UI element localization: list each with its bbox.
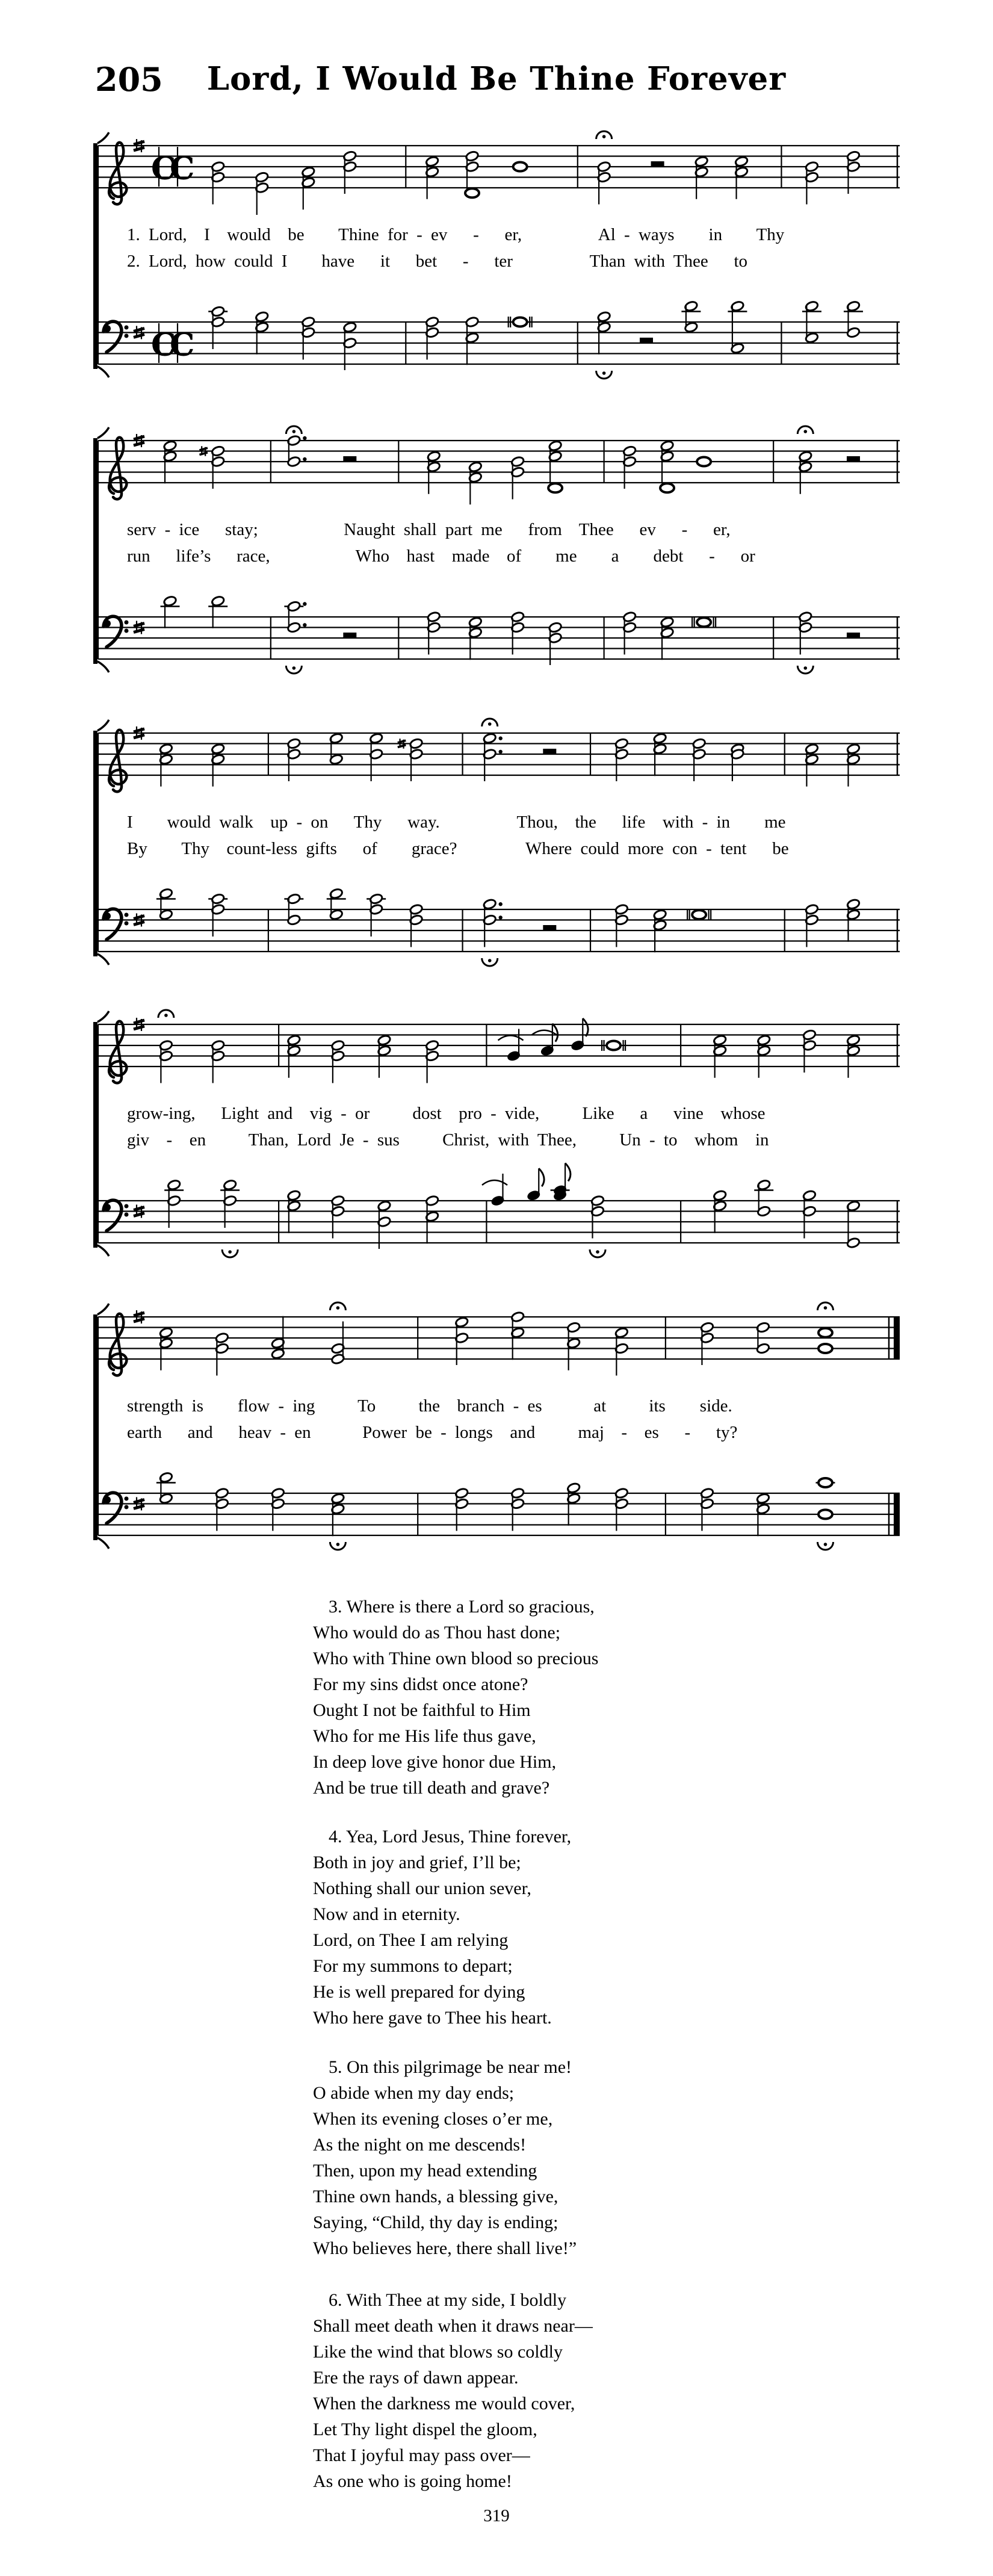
- fermata-icon: [590, 1249, 605, 1257]
- verse-line: And be true till death and grave?: [313, 1778, 550, 1798]
- whole-note: [465, 188, 479, 197]
- system-bracket: [93, 1304, 109, 1549]
- verse-line: Let Thy light dispel the gloom,: [313, 2420, 537, 2439]
- staff-lines: [98, 617, 900, 659]
- fermata-icon: [330, 1542, 345, 1550]
- verse-line: Thine own hands, a blessing give,: [313, 2187, 558, 2206]
- verse-line: Shall meet death when it draws near—: [313, 2316, 593, 2336]
- chord-half-notes: [425, 1195, 439, 1243]
- lyric-line: I would walk up - on Thy way. Thou, the life with - in me: [127, 813, 786, 832]
- bass-clef-icon: [104, 909, 129, 940]
- whole-note: [815, 1478, 835, 1519]
- svg-text:C: C: [151, 327, 176, 364]
- verse-line: Who with Thine own blood so precious: [313, 1649, 599, 1668]
- half-rest: [651, 161, 664, 167]
- bass-clef-icon: [104, 321, 129, 352]
- whole-note: [697, 457, 711, 466]
- fermata-icon: [817, 1542, 833, 1550]
- lyric-line: giv - en Than, Lord Je - sus Christ, with Thee, Un - to whom in: [127, 1130, 769, 1150]
- verse-line: That I joyful may pass over—: [313, 2445, 530, 2465]
- fermata-icon: [596, 131, 612, 139]
- verse-line: Lord, on Thee I am relying: [313, 1930, 509, 1950]
- staff-lines: [98, 733, 900, 775]
- svg-text:C: C: [170, 327, 195, 364]
- hymn-title: Lord, I Would Be Thine Forever: [206, 60, 787, 98]
- page-number: 319: [483, 2506, 510, 2525]
- system-bracket: [93, 1011, 109, 1256]
- chord-half-notes: [614, 1327, 628, 1376]
- chord-half-notes: [681, 300, 701, 333]
- verse: [313, 1824, 770, 2031]
- fermata-icon: [286, 426, 302, 434]
- verse: [313, 1594, 770, 1801]
- verse-line: 4. Yea, Lord Jesus, Thine forever,: [329, 1827, 572, 1847]
- half-rest: [640, 338, 653, 343]
- fermata-icon: [330, 1302, 345, 1310]
- verse-line: 5. On this pilgrimage be near me!: [329, 2057, 572, 2077]
- lyric-line: 1. Lord, I would be Thine for - ev - er, Al - ways in Thy: [127, 225, 785, 244]
- verse-line: 3. Where is there a Lord so gracious,: [329, 1597, 595, 1617]
- verse-line: For my sins didst once atone?: [313, 1674, 528, 1694]
- chord-half-notes: [329, 732, 343, 765]
- half-rest: [543, 925, 556, 930]
- staff-lines: [98, 909, 900, 952]
- chord-half-notes: [156, 1472, 176, 1504]
- verse-line: As the night on me descends!: [313, 2135, 527, 2155]
- fermata-icon: [482, 958, 498, 966]
- chord-half-notes: [455, 1316, 469, 1365]
- double-whole-note: [687, 909, 711, 920]
- verse-line: As one who is going home!: [313, 2471, 512, 2491]
- fermata-icon: [286, 666, 302, 673]
- treble-clef-icon: [109, 1021, 126, 1083]
- music-system: [93, 415, 900, 704]
- bass-clef-icon: [104, 1200, 129, 1231]
- fermata-icon: [797, 426, 813, 434]
- verse-line: Who for me His life thus gave,: [313, 1726, 536, 1746]
- bass-clef-icon: [104, 1493, 129, 1523]
- chord-half-notes: [597, 161, 611, 204]
- verse-line: Both in joy and grief, I’ll be;: [313, 1853, 521, 1872]
- chord-half-notes: [802, 1190, 816, 1239]
- chord-half-notes: [511, 1311, 525, 1360]
- fermata-icon: [222, 1249, 238, 1257]
- verse-line: O abide when my day ends;: [313, 2083, 515, 2103]
- chord-half-notes: [805, 161, 818, 204]
- lyric-line: By Thy count-less gifts of grace? Where could more con - tent be: [127, 839, 789, 858]
- chord-half-notes: [159, 1039, 173, 1083]
- verse-line: Nothing shall our union sever,: [313, 1878, 531, 1898]
- half-rest: [343, 456, 356, 462]
- chord-filled-notes: [527, 1168, 544, 1201]
- staff-lines: [98, 1493, 900, 1535]
- chord-half-notes: [255, 172, 269, 215]
- chord-filled-notes: [551, 1163, 571, 1201]
- chord-filled-notes: [482, 1174, 507, 1207]
- chord-half-notes: [215, 1332, 229, 1375]
- bass-clef-icon: [104, 616, 129, 647]
- verse-line: Who here gave to Thee his heart.: [313, 2008, 552, 2028]
- half-rest: [847, 633, 860, 638]
- verse-line: Then, upon my head extending: [313, 2161, 537, 2181]
- verse-line: In deep love give honor due Him,: [313, 1752, 557, 1772]
- chord-half-notes: [846, 1200, 860, 1248]
- verse-line: Who would do as Thou hast done;: [313, 1623, 561, 1643]
- chord-half-notes: [211, 161, 225, 204]
- whole-note: [548, 483, 562, 492]
- time-signature: [151, 147, 194, 187]
- chord-half-notes: [220, 1179, 240, 1228]
- staff-lines: [98, 1201, 900, 1243]
- verse-line: Now and in eternity.: [313, 1904, 460, 1924]
- svg-text:C: C: [170, 150, 195, 187]
- verse-line: Who believes here, there shall live!”: [313, 2238, 577, 2258]
- chord-half-notes: [567, 1322, 581, 1370]
- music-system: [93, 708, 900, 997]
- verse-line: For my summons to depart;: [313, 1956, 513, 1976]
- chord-half-notes: [483, 899, 503, 947]
- chord-half-notes: [156, 888, 176, 920]
- system-bracket: [93, 720, 109, 965]
- half-rest: [343, 633, 356, 638]
- chord-half-notes: [465, 316, 479, 365]
- verse-line: When the darkness me would cover,: [313, 2394, 575, 2413]
- whole-note: [660, 483, 674, 492]
- chord-half-notes: [728, 300, 747, 354]
- chord-half-notes: [331, 1039, 345, 1083]
- chord-half-notes: [511, 456, 525, 499]
- verse-line: Saying, “Child, thy day is ending;: [313, 2212, 558, 2232]
- verse: [313, 2287, 770, 2494]
- chord-half-notes: [425, 1039, 439, 1083]
- chord-half-notes: [483, 732, 503, 781]
- treble-clef-icon: [109, 730, 126, 792]
- staff-lines: [98, 322, 900, 364]
- music-system: [93, 1292, 900, 1581]
- chord-half-notes: [161, 595, 180, 628]
- verse-line: 6. With Thee at my side, I boldly: [329, 2290, 567, 2310]
- double-whole-note: [692, 617, 716, 628]
- music-system: [93, 999, 900, 1288]
- lyric-line: grow-ing, Light and vig - or dost pro - vide, Like a vine whose: [127, 1104, 766, 1123]
- half-rest: [543, 749, 556, 754]
- whole-note: [513, 163, 527, 172]
- lyric-line: 2. Lord, how could I have it bet - ter Than with Thee to: [127, 252, 748, 271]
- chord-half-notes: [211, 1039, 225, 1083]
- verse-line: Like the wind that blows so coldly: [313, 2342, 563, 2362]
- verse-line: Ought I not be faithful to Him: [313, 1700, 531, 1720]
- verse-line: Ere the rays of dawn appear.: [313, 2368, 519, 2388]
- lyric-line: serv - ice stay; Naught shall part me from Thee ev - er,: [127, 520, 731, 539]
- fermata-icon: [817, 1302, 833, 1310]
- chord-half-notes: [369, 732, 383, 781]
- svg-text:C: C: [151, 150, 176, 187]
- fermata-icon: [482, 719, 498, 726]
- verse-line: He is well prepared for dying: [313, 1982, 525, 2002]
- whole-note: [818, 1328, 832, 1353]
- chord-half-notes: [327, 888, 346, 920]
- treble-clef-icon: [109, 143, 126, 205]
- chord-filled-notes: [531, 1024, 557, 1057]
- chord-half-notes: [208, 595, 227, 628]
- half-rest: [847, 456, 860, 462]
- chord-half-notes: [377, 1200, 391, 1249]
- system-bracket: [93, 427, 109, 672]
- lyric-line: strength is flow - ing To the branch - es at its side.: [127, 1396, 732, 1416]
- treble-clef-icon: [109, 438, 126, 500]
- system-bracket: [93, 132, 109, 377]
- hymn-number: 205: [95, 60, 163, 99]
- fermata-icon: [158, 1010, 174, 1018]
- chord-half-notes: [164, 1179, 184, 1228]
- fermata-icon: [596, 371, 612, 379]
- fermata-icon: [797, 666, 813, 673]
- lyric-line: run life’s race, Who hast made of me a debt - or: [127, 546, 755, 566]
- music-system: [93, 120, 900, 409]
- chord-half-notes: [343, 321, 357, 370]
- time-signature: [151, 323, 194, 364]
- verse: [313, 2054, 770, 2261]
- verse-line: When its evening closes o’er me,: [313, 2109, 553, 2129]
- treble-clef-icon: [109, 1314, 126, 1376]
- lyric-line: earth and heav - en Power be - longs and maj - es - ty?: [127, 1423, 738, 1442]
